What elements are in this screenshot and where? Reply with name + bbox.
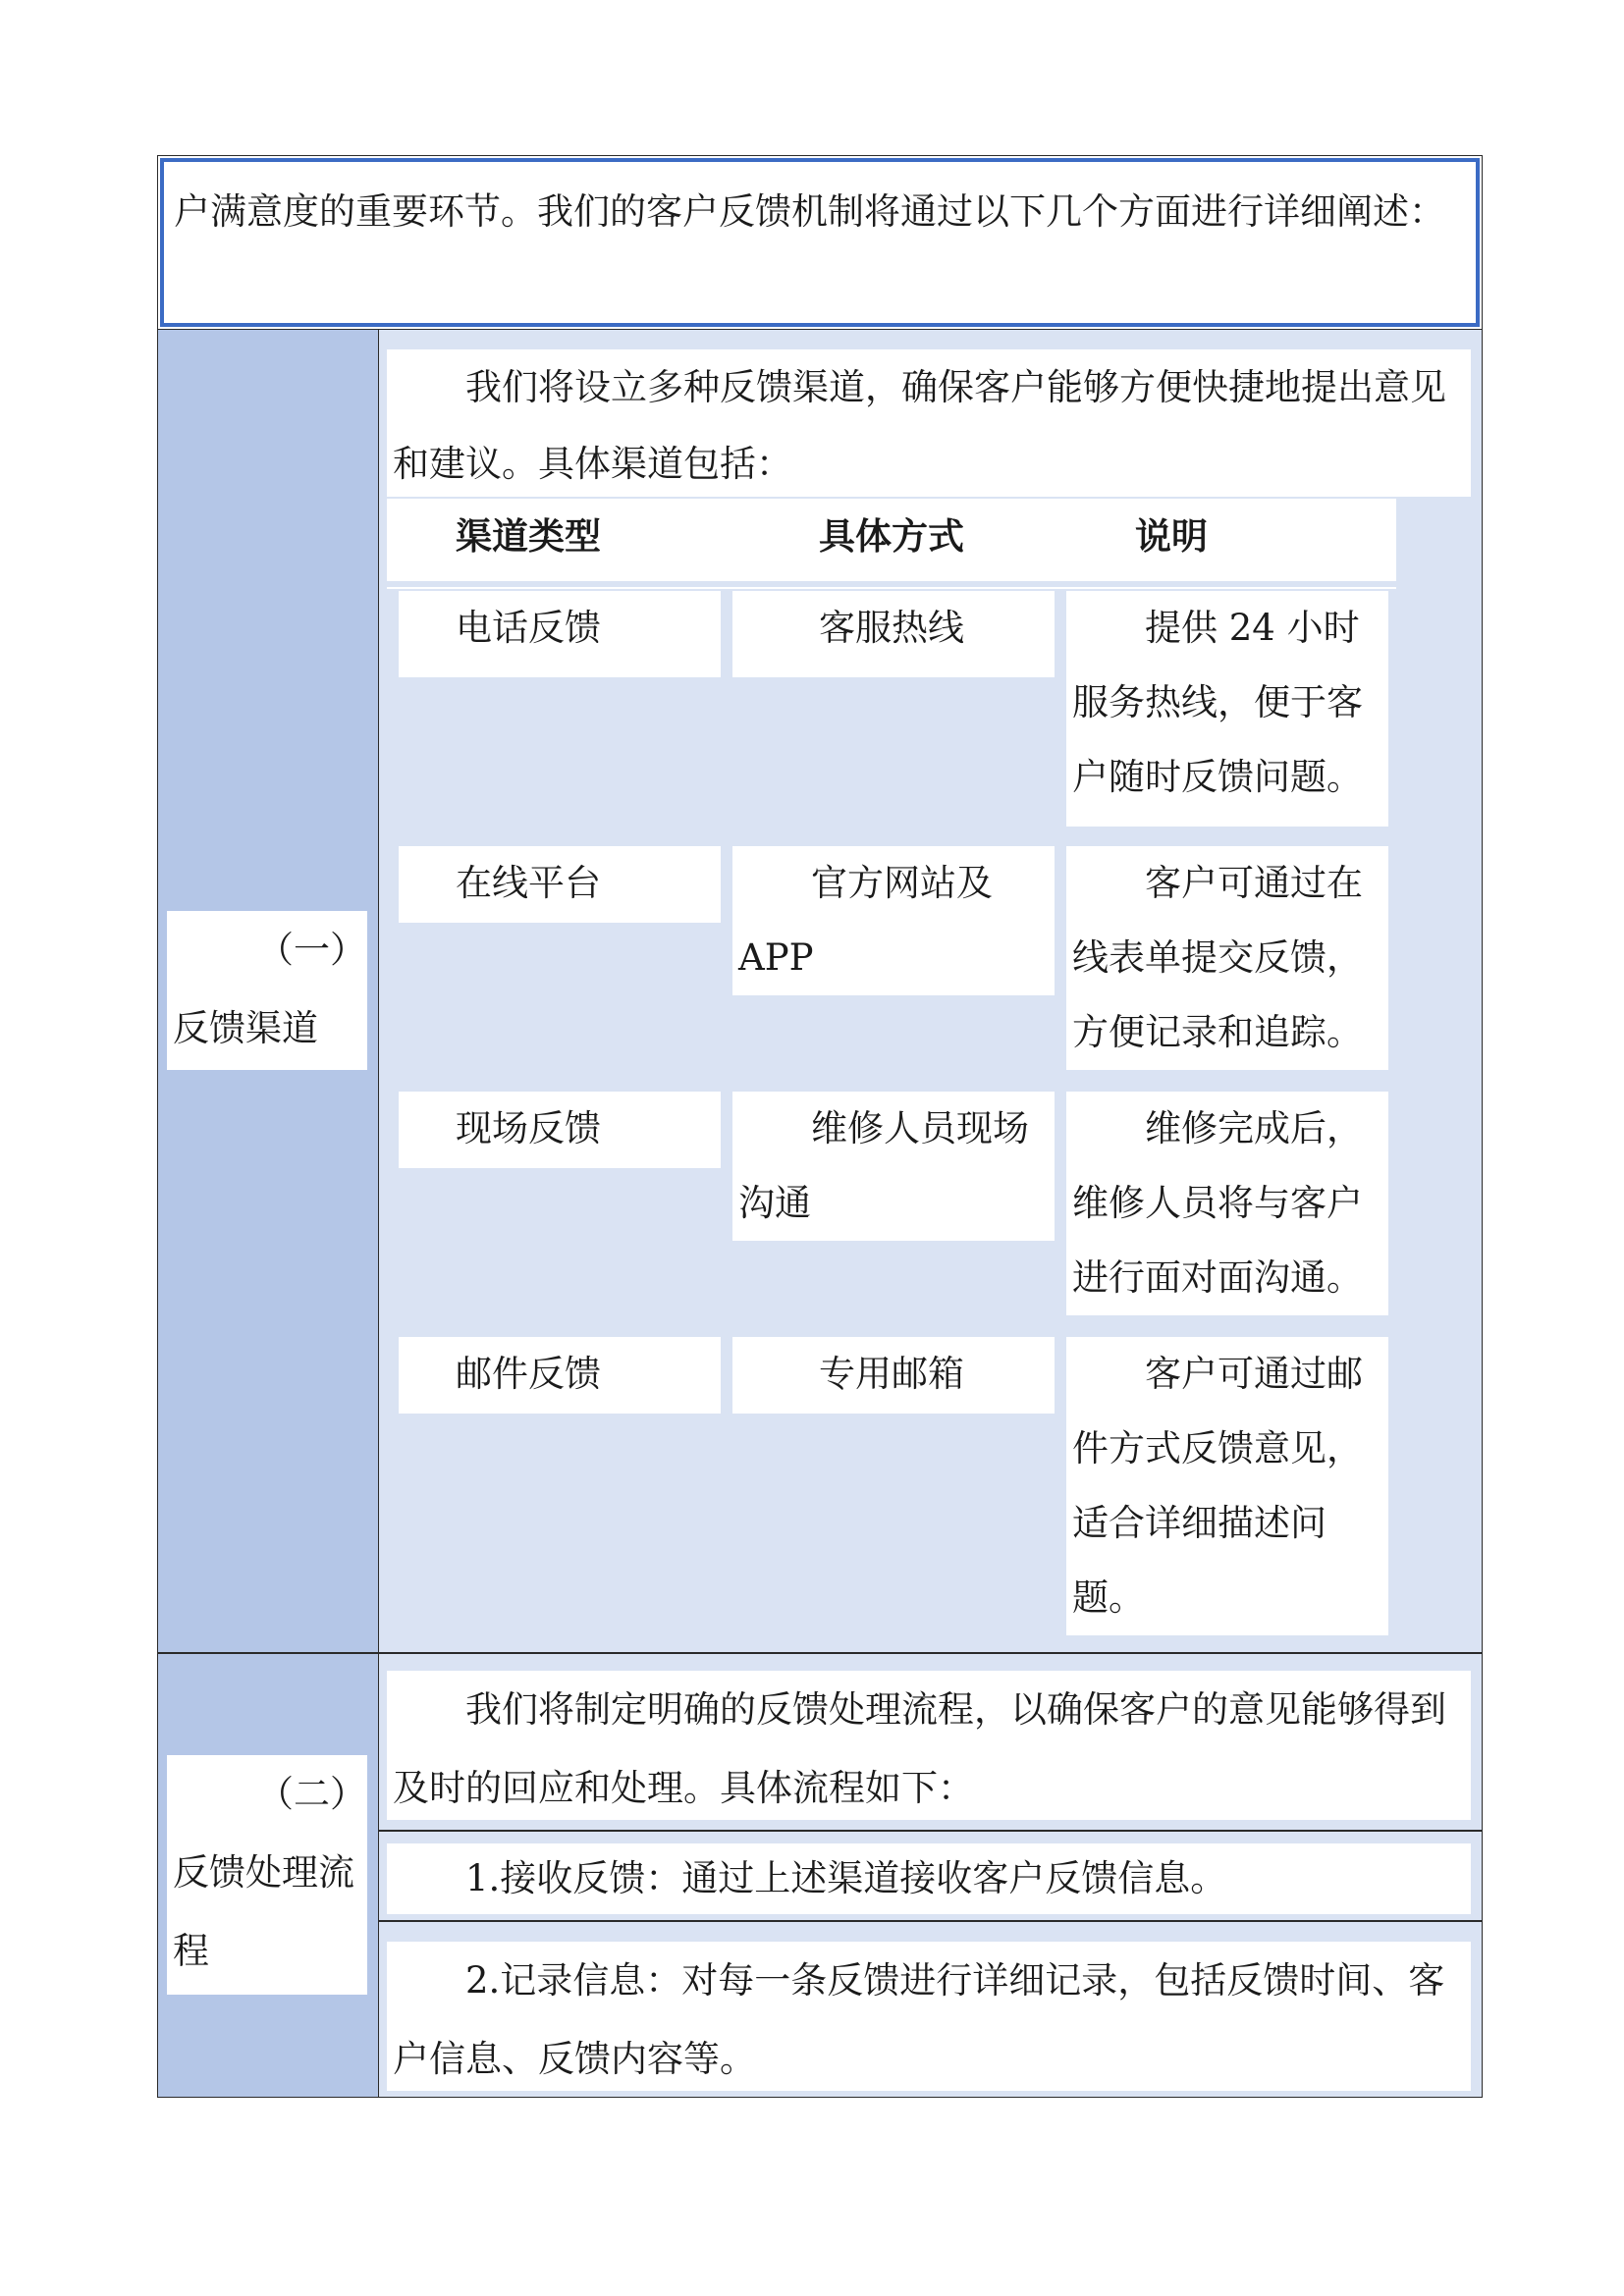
section1-label-title: 反馈渠道 <box>173 1007 318 1049</box>
table-header-type: 渠道类型 <box>399 499 721 581</box>
intro-text: 户满意度的重要环节。我们的客户反馈机制将通过以下几个方面进行详细阐述： <box>174 190 1445 233</box>
table-row-3-note: 维修完成后，维修人员将与客户进行面对面沟通。 <box>1066 1092 1388 1315</box>
section2-label <box>167 1755 367 1995</box>
table-row-3-type: 现场反馈 <box>399 1092 721 1168</box>
table-row-4-method: 专用邮箱 <box>732 1337 1055 1414</box>
section2-step-2: 2.记录信息：对每一条反馈进行详细记录，包括反馈时间、客户信息、反馈内容等。 <box>387 1942 1471 2091</box>
section1-label-num: （一） <box>257 929 366 971</box>
table-row-4-type: 邮件反馈 <box>399 1337 721 1414</box>
section1-description: 我们将设立多种反馈渠道，确保客户能够方便快捷地提出意见和建议。具体渠道包括： <box>387 349 1471 497</box>
table-row-1-type: 电话反馈 <box>399 591 721 677</box>
intro-box <box>157 155 1483 330</box>
table-row-2-method: 官方网站及APP <box>732 846 1055 995</box>
step-divider <box>379 1920 1483 1922</box>
section2-description: 我们将制定明确的反馈处理流程，以确保客户的意见能够得到及时的回应和处理。具体流程如下： <box>387 1671 1471 1820</box>
table-row-4-note: 客户可通过邮件方式反馈意见，适合详细描述问题。 <box>1066 1337 1388 1635</box>
section1-label <box>167 911 367 1070</box>
table-header-note: 说明 <box>1066 499 1388 581</box>
section2-label-num: （二） <box>257 1773 366 1815</box>
table-header-method: 具体方式 <box>732 499 1055 581</box>
section2-step-1: 1.接收反馈：通过上述渠道接收客户反馈信息。 <box>387 1843 1471 1914</box>
table-row-1-note: 提供 24 小时服务热线，便于客户随时反馈问题。 <box>1066 591 1388 827</box>
table-row-2-type: 在线平台 <box>399 846 721 923</box>
table-row-3-method: 维修人员现场沟通 <box>732 1092 1055 1241</box>
step-divider <box>379 1830 1483 1832</box>
table-header-divider <box>387 581 1396 587</box>
table-row-2-note: 客户可通过在线表单提交反馈，方便记录和追踪。 <box>1066 846 1388 1070</box>
table-row-1-method: 客服热线 <box>732 591 1055 677</box>
section2-label-title: 反馈处理流程 <box>173 1851 354 1972</box>
